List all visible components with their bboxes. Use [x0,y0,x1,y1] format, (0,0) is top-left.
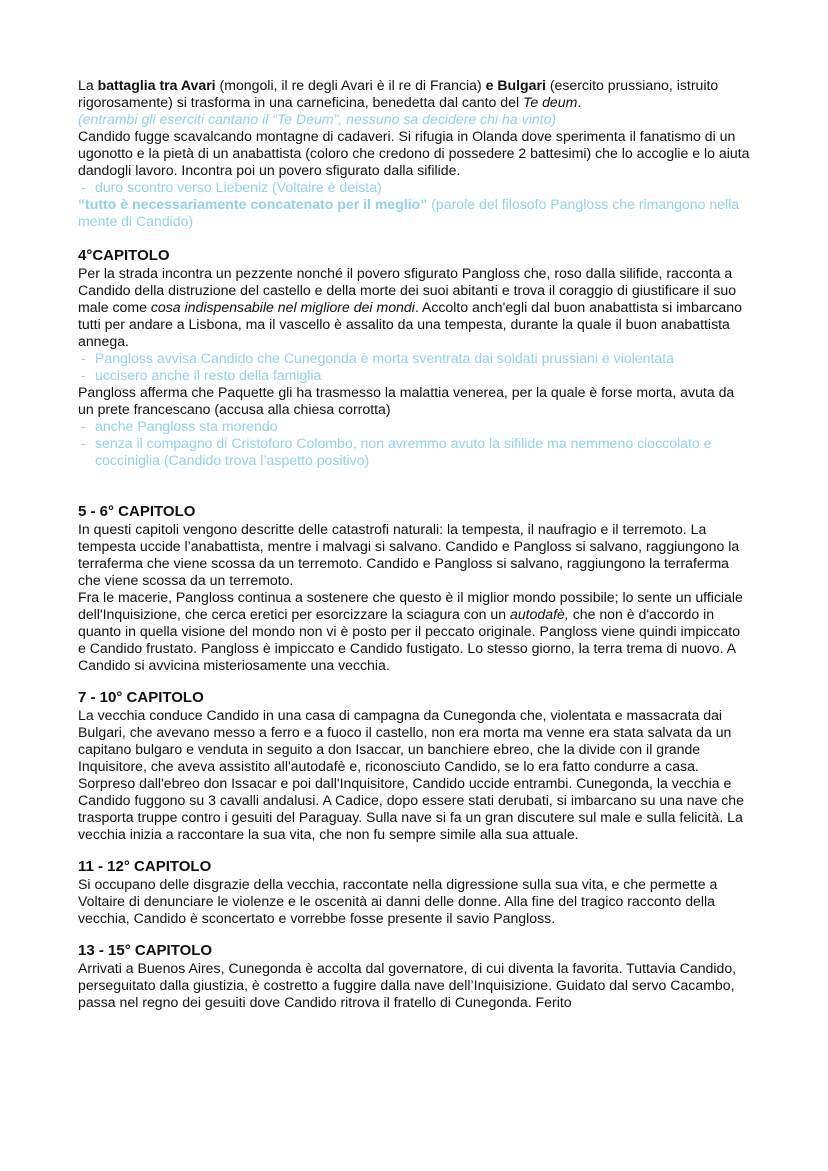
chapter-heading: 11 - 12° CAPITOLO [78,858,212,875]
note-bullet: - duro scontro verso Liebeniz (Voltaire è deista) [78,179,750,196]
text-run: Fra le macerie, Pangloss continua a sostenere che questo è il miglior mondo possibile; lo sente un ufficiale dell'Inquisizione, che cerca eretici per esorcizzare la sciagura con un [78,589,743,622]
text-run: (mongoli, il re degli Avari è il re di Francia) [215,77,486,93]
chapter-paragraph [78,265,750,350]
text-run: La [78,77,98,93]
bold-run: battaglia tra Avari [97,77,216,93]
note-text: (entrambi gli eserciti cantano il “Te Deum”, nessuno sa decidere chi ha vinto) [78,111,557,127]
text-run: Per la strada incontra un pezzente nonché il povero sfigurato Pangloss che, roso dalla silifide, racconta a Candido della distruzione del castello e della morte dei suoi abitanti e trova il coraggio di giustificare il suo male come [78,265,737,315]
text-run: . [577,94,582,110]
chapter-paragraph: Si occupano delle disgrazie della vecchia, raccontate nella digressione sulla sua vita, e che permette a Voltaire di denunciare le violenze e le oscenità ai danni delle donne. Alla fine del tragico racconto della vecchia, Candido è sconcertato e vorrebbe fosse presente il savio Pangloss. [78,876,718,926]
text-run: (esercito prussiano, istruito rigorosamente) si trasforma in una carneficina, benedetta dal canto del [78,77,719,110]
chapter-paragraph: Arrivati a Buenos Aires, Cunegonda è accolta dal governatore, di cui diventa la favorita. Tuttavia Candido, perseguitato dalla giustizia, è costretto a fuggire dalla nave dell’Inquisizione. Guidato dal servo Cacambo, passa nel regno dei gesuiti dove Candido ritrova il fratello di Cunegonda. Ferito [78,960,737,1010]
intro-paragraph-2: Candido fugge scavalcando montagne di cadaveri. Si rifugia in Olanda dove sperimenta il fanatismo di un ugonotto e la pietà di un anabattista (coloro che credono di possedere 2 battesimi) che lo accoglie e lo aiuta dandogli lavoro. Incontra poi un povero sfigurato dalla sifilide. [78,128,750,178]
chapter-heading: 13 - 15° CAPITOLO [78,942,213,959]
italic-run: cosa indispensabile nel migliore dei mondi [150,299,415,315]
italic-run: Te deum [523,94,578,110]
italic-run: autodafè, [510,606,569,622]
chapter-paragraph: Sorpreso dall'ebreo don Issacar e poi dall'Inquisitore, Candido uccide entrambi. Cunegonda, la vecchia e Candido fuggono su 3 cavalli andalusi. A Cadice, dopo essere stati derubati, si imbarcano su una nave che trasporta truppe contro i gesuiti del Paraguay. Sulla nave si fa un gran discutere sul male e sulla felicità. La vecchia inizia a raccontare la sua vita, che non fu sempre simile alla sua attuale. [78,775,744,842]
note-bullet: - uccisero anche il resto della famiglia [78,367,750,384]
quote-rest: (parole del filosofo Pangloss che rimangono nella mente di Candido) [78,196,740,229]
chapter-heading: 4°CAPITOLO [78,247,170,264]
note-bullet: - senza il compagno di Cristoforo Colombo, non avremmo avuto la sifilide ma nemmeno cioccolato e coccinigliа (Candido trova l’aspetto positivo) [78,435,750,469]
note-bullet: - Pangloss avvisa Candido che Cunegonda è morta sventrata dai soldati prussiani e violentata [78,350,750,367]
chapter-paragraph: In questi capitoli vengono descritte delle catastrofi naturali: la tempesta, il naufragio e il terremoto. La tempesta uccide l’anabattista, mentre i malvagi si salvano. Candido e Pangloss si salvano, raggiungono la terraferma che viene scossa da un terremoto. Candido e Pangloss si salvano, raggiungono la terraferma che viene scossa da un terremoto. [78,521,740,588]
chapter-paragraph: Pangloss afferma che Paquette gli ha trasmesso la malattia venerea, per la quale è forse morta, avuta da un prete francescano (accusa alla chiesa corrotta) [78,384,735,417]
chapter-heading: 7 - 10° CAPITOLO [78,689,204,706]
text-run: che non è d'accordo in quanto in quella visione del mondo non vi è posto per il peccato originale. Pangloss viene quindi impiccato e Candido frustato. Pangloss è impiccato e Candido fustigato. Lo stesso giorno, la terra trema di nuovo. A Candido si avvicina misteriosamente una vecchia. [78,606,741,673]
bold-run: e Bulgari [485,77,546,93]
quote-bold: “tutto è necessariamente concatenato per il meglio” [78,196,428,212]
chapter-paragraph: La vecchia conduce Candido in una casa di campagna da Cunegonda che, violentata e massacrata dai Bulgari, che avevano messo a ferro e a fuoco il castello, non era morta ma venne era stata salvata da un capitano bulgaro e venduta in seguito a don Isaccar, un banchiere ebreo, che la divide con il grande Inquisitore, che aveva assistito all'autodafè e, riconosciuto Candido, se lo era fatto condurre a casa. [78,707,732,774]
document-page [78,77,750,1011]
intro-paragraph [78,77,750,111]
note-bullet: - anche Pangloss sta morendo [78,418,750,435]
chapter-heading: 5 - 6° CAPITOLO [78,503,196,520]
chapter-paragraph [78,589,750,674]
text-run: . Accolto anch'egli dal buon anabattista si imbarcano tutti per andare a Lisbona, ma il vascello è assalito da una tempesta, durante la quale il buon anabattista annega. [78,299,742,349]
quote-note [78,196,750,230]
